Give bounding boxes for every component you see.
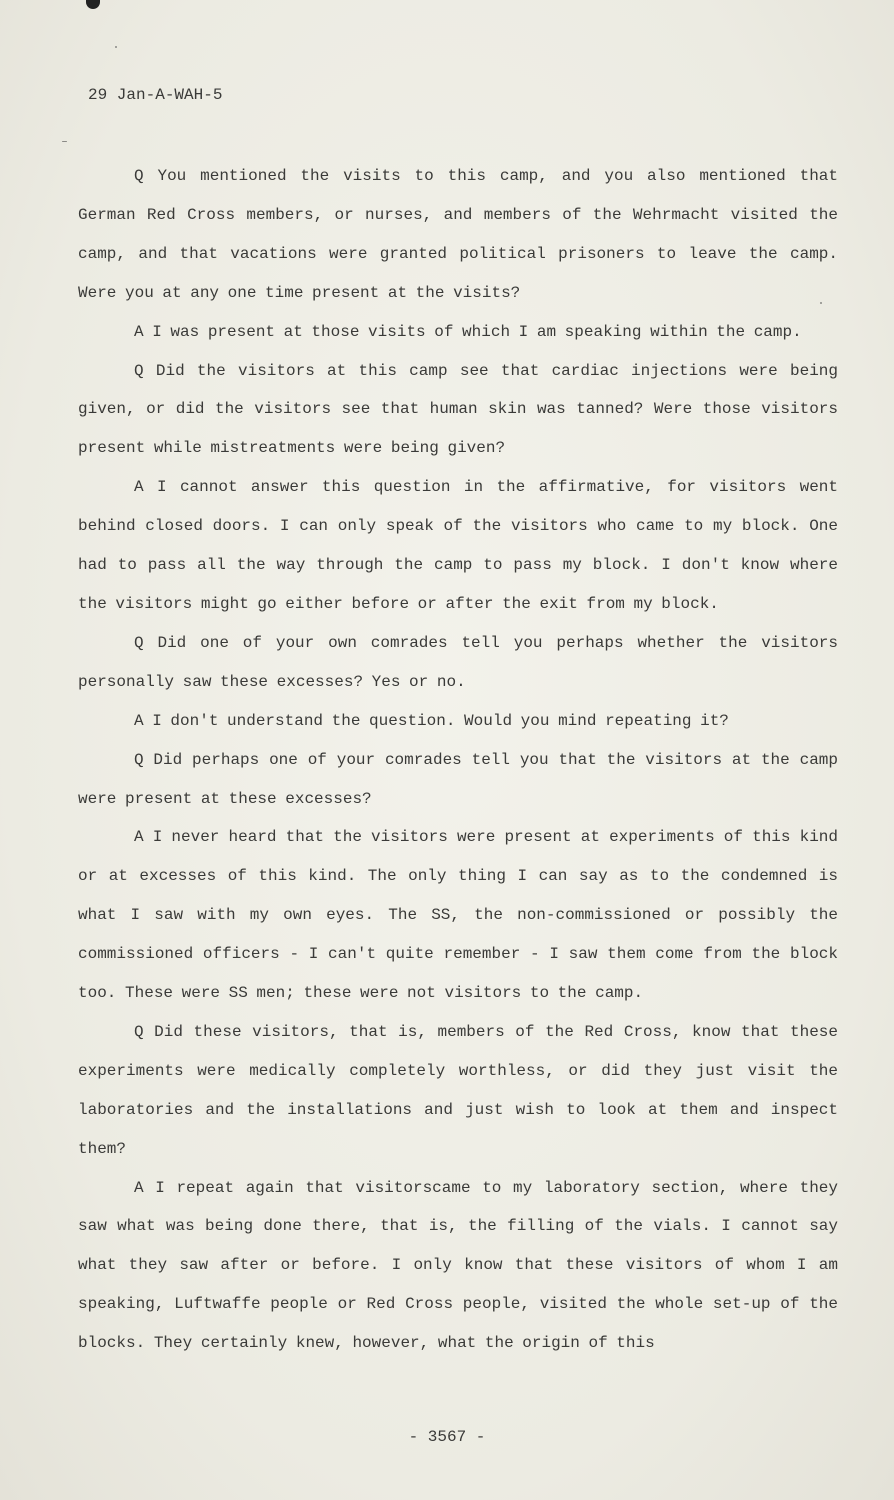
paper-speck <box>115 46 117 48</box>
transcript-paragraph: A I don't understand the question. Would you mind repeating it? <box>134 711 729 730</box>
transcript-body <box>78 157 838 1363</box>
transcript-paragraph: A I was present at those visits of which I am speaking within the camp. <box>134 322 802 341</box>
transcript-paragraph: A I cannot answer this question in the affirmative, for visitors went behind closed doors. I can only speak of the visitors who came to my block. One had to pass all the way through the camp to pass my block. I don't know where the visitors might go either before or after the exit from my block. <box>78 478 838 613</box>
transcript-paragraph: A I never heard that the visitors were present at experiments of this kind or at excesses of this kind. The only thing I can say as to the condemned is what I saw with my own eyes. The SS, the non-commissioned or possibly the commissioned officers - I can't quite remember - I saw them come from the block too. These were SS men; these were not visitors to the camp. <box>78 828 838 1003</box>
page-number: - 3567 - <box>408 1428 486 1446</box>
document-code: 29 Jan-A-WAH-5 <box>88 86 223 104</box>
transcript-paragraph: Q Did the visitors at this camp see that cardiac injections were being given, or did the visitors see that human skin was tanned? Were those visitors present while mistreatments were being given? <box>78 361 838 458</box>
paper-speck <box>62 141 67 142</box>
transcript-paragraph: Q Did these visitors, that is, members of the Red Cross, know that these experiments were medically completely worthless, or did they just visit the laboratories and the installations and just wish to look at them and inspect them? <box>78 1022 838 1158</box>
transcript-paragraph: Q Did one of your own comrades tell you perhaps whether the visitors personally saw these excesses? Yes or no. <box>78 633 838 691</box>
transcript-paragraph: Q You mentioned the visits to this camp, and you also mentioned that German Red Cross members, or nurses, and members of the Wehrmacht visited the camp, and that vacations were granted political prisoners to leave the camp. Were you at any one time present at the visits? <box>78 167 838 302</box>
transcript-paragraph: Q Did perhaps one of your comrades tell you that the visitors at the camp were present at these excesses? <box>78 750 838 808</box>
transcript-paragraph: A I repeat again that visitorscame to my laboratory section, where they saw what was being done there, that is, the filling of the vials. I cannot say what they saw after or before. I only know that these visitors of whom I am speaking, Luftwaffe people or Red Cross people, visited the whole set-up of the blocks. They certainly knew, however, what the origin of this <box>78 1178 838 1353</box>
punch-mark <box>86 0 100 9</box>
